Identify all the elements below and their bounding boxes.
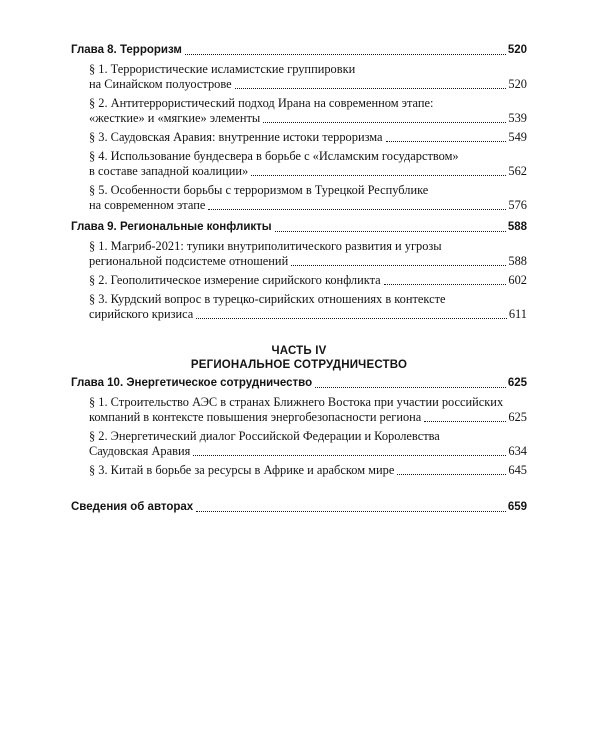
part-title: РЕГИОНАЛЬНОЕ СОТРУДНИЧЕСТВО (190, 359, 408, 371)
section-title-line2: сирийского кризиса (89, 307, 194, 321)
dot-leader (208, 209, 506, 210)
section-title-line1: § 2. Антитеррористический подход Ирана на современном этапе: (89, 96, 434, 110)
dot-leader (193, 455, 506, 456)
page-number: 611 (508, 307, 527, 321)
toc-section[interactable] (71, 239, 527, 269)
section-title-line1: § 1. Террористические исламистские группировки (89, 62, 356, 76)
section-title-line2: в составе западной коалиции» (89, 164, 249, 178)
chapter-title: Глава 10. Энергетическое сотрудничество (71, 377, 313, 389)
section-title-line1: § 1. Строительство АЭС в странах Ближнего Востока при участии российских (89, 395, 504, 409)
section-title-line1: § 5. Особенности борьбы с терроризмом в Турецкой Республике (89, 183, 429, 197)
page-number: 634 (508, 444, 527, 458)
section-title-line1: § 3. Курдский вопрос в турецко-сирийских отношениях в контексте (89, 292, 446, 306)
toc-chapter-8[interactable] (71, 43, 527, 58)
toc-section[interactable] (71, 429, 527, 459)
dot-leader (196, 318, 507, 319)
toc-section[interactable] (71, 130, 527, 145)
page-number: 602 (508, 273, 527, 287)
toc-section[interactable] (71, 62, 527, 92)
chapter-title: Глава 8. Терроризм (71, 44, 182, 56)
toc-section[interactable] (71, 273, 527, 288)
page-number: 645 (508, 463, 527, 477)
page-number: 520 (507, 44, 527, 56)
page-number: 588 (507, 221, 527, 233)
page-number: 625 (508, 410, 527, 424)
dot-leader (235, 88, 507, 89)
page-number: 576 (508, 198, 527, 212)
part-label: ЧАСТЬ IV (271, 345, 327, 357)
section-title-line2: компаний в контексте повышения энергобезопасности региона (89, 410, 422, 424)
dot-leader (275, 231, 506, 232)
dot-leader (263, 122, 506, 123)
toc-section[interactable] (71, 463, 527, 478)
part-heading (71, 344, 527, 372)
dot-leader (196, 511, 506, 512)
page-number: 588 (508, 254, 527, 268)
dot-leader (384, 284, 507, 285)
section-title: § 3. Саудовская Аравия: внутренние истоки терроризма (89, 130, 383, 144)
section-title-line2: региональной подсистеме отношений (89, 254, 289, 268)
toc-chapter-10[interactable] (71, 376, 527, 391)
dot-leader (185, 54, 506, 55)
section-title-line1: § 2. Энергетический диалог Российской Федерации и Королевства (89, 429, 440, 443)
dot-leader (397, 474, 506, 475)
dot-leader (386, 141, 507, 142)
toc-section[interactable] (71, 183, 527, 213)
dot-leader (424, 421, 506, 422)
toc-section[interactable] (71, 149, 527, 179)
section-title-line2: на современном этапе (89, 198, 206, 212)
section-title-line2: на Синайском полуострове (89, 77, 232, 91)
section-title-line1: § 4. Использование бундесвера в борьбе с «Исламским государством» (89, 149, 459, 163)
page-number: 549 (508, 130, 527, 144)
authors-title: Сведения об авторах (71, 501, 194, 513)
toc-authors[interactable] (71, 500, 527, 515)
page-number: 562 (508, 164, 527, 178)
page-number: 539 (508, 111, 527, 125)
toc-chapter-9[interactable] (71, 220, 527, 235)
section-title: § 3. Китай в борьбе за ресурсы в Африке и арабском мире (89, 463, 395, 477)
toc-section[interactable] (71, 96, 527, 126)
section-title: § 2. Геополитическое измерение сирийского конфликта (89, 273, 381, 287)
dot-leader (315, 387, 506, 388)
section-title-line2: «жесткие» и «мягкие» элементы (89, 111, 261, 125)
section-title-line2: Саудовская Аравия (89, 444, 191, 458)
section-title-line1: § 1. Магриб-2021: тупики внутриполитического развития и угрозы (89, 239, 442, 253)
table-of-contents (71, 43, 527, 515)
page-number: 625 (507, 377, 527, 389)
toc-section[interactable] (71, 395, 527, 425)
toc-section[interactable] (71, 292, 527, 322)
dot-leader (291, 265, 506, 266)
chapter-title: Глава 9. Региональные конфликты (71, 221, 272, 233)
page-number: 520 (508, 77, 527, 91)
dot-leader (251, 175, 506, 176)
page-number: 659 (507, 501, 527, 513)
